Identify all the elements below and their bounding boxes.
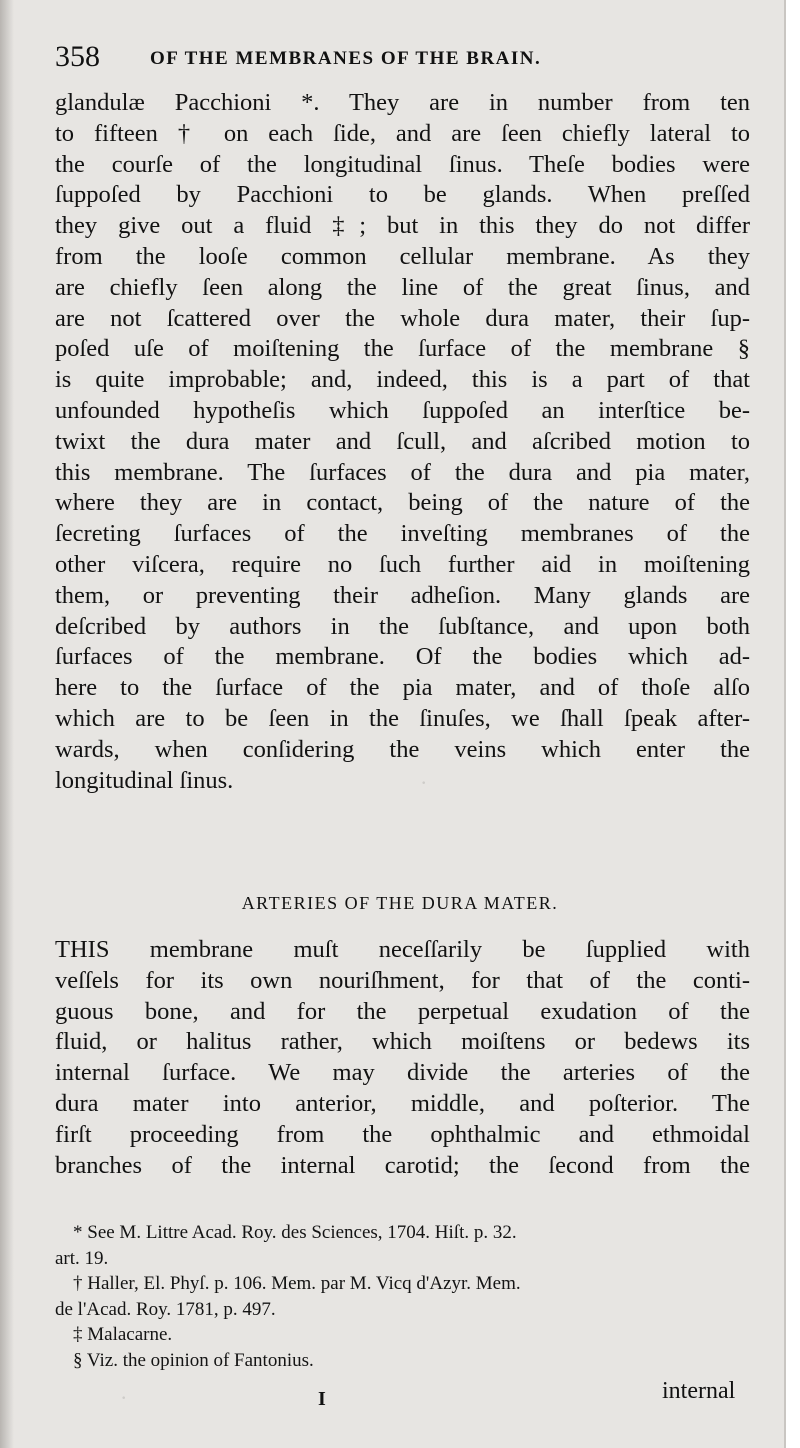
section-line: dura mater into anterior, middle, and poſterior. The xyxy=(55,1089,750,1117)
section-line: guous bone, and for the perpetual exudation of the xyxy=(55,997,750,1025)
section-line: branches of the internal carotid; the ſecond from the xyxy=(55,1151,750,1179)
body-line: they give out a fluid ‡; but in this they do not differ xyxy=(55,212,750,240)
page-gutter-shadow xyxy=(0,0,14,1448)
catchword: internal xyxy=(662,1378,736,1404)
footnote-line: ‡ Malacarne. xyxy=(73,1324,173,1345)
footnote-line: art. 19. xyxy=(55,1247,109,1269)
body-line: to fifteen † on each ſide, and are ſeen chiefly lateral to xyxy=(55,119,750,147)
body-line: ſurfaces of the membrane. Of the bodies which ad- xyxy=(55,643,750,671)
section-line: THIS membrane muſt neceſſarily be ſupplied with xyxy=(55,936,750,963)
section-line: internal ſurface. We may divide the arteries of the xyxy=(55,1059,750,1087)
body-line: unfounded hypotheſis which ſuppoſed an interſtice be- xyxy=(55,396,750,424)
page-number: 358 xyxy=(55,40,100,73)
section-paragraph xyxy=(55,935,750,1181)
running-title: OF THE MEMBRANES OF THE BRAIN. xyxy=(150,48,542,69)
footnote-line: § Viz. the opinion of Fantonius. xyxy=(73,1349,314,1371)
body-line: longitudinal ſinus. xyxy=(55,766,234,794)
body-line: deſcribed by authors in the ſubſtance, and upon both xyxy=(55,612,750,640)
section-line: firſt proceeding from the ophthalmic and ethmoidal xyxy=(55,1120,750,1148)
section-heading: ARTERIES OF THE DURA MATER. xyxy=(241,893,559,913)
section-line: veſſels for its own nouriſhment, for that of the conti- xyxy=(55,966,750,994)
body-line: where they are in contact, being of the nature of the xyxy=(55,489,750,517)
body-line: are chiefly ſeen along the line of the great ſinus, and xyxy=(55,273,750,301)
body-line: glandulæ Pacchioni *. They are in number from ten xyxy=(55,89,750,116)
show-through-1: · xyxy=(420,770,428,795)
footnote-line: de l'Acad. Roy. 1781, p. 497. xyxy=(55,1298,276,1320)
body-line: this membrane. The ſurfaces of the dura and pia mater, xyxy=(55,458,750,486)
body-line: from the looſe common cellular membrane. As they xyxy=(55,242,750,270)
body-line: which are to be ſeen in the ſinuſes, we ſhall ſpeak after- xyxy=(55,704,750,732)
body-line: here to the ſurface of the pia mater, and of thoſe alſo xyxy=(55,674,750,702)
body-line: is quite improbable; and, indeed, this is a part of that xyxy=(55,366,750,394)
body-line: other viſcera, require no ſuch further aid in moiſtening xyxy=(55,550,750,578)
body-line: ſuppoſed by Pacchioni to be glands. When preſſed xyxy=(55,181,750,209)
body-line: them, or preventing their adheſion. Many glands are xyxy=(55,581,750,609)
body-line: wards, when conſidering the veins which enter the xyxy=(55,735,750,763)
body-line: the courſe of the longitudinal ſinus. Theſe bodies were xyxy=(55,150,750,178)
body-line: are not ſcattered over the whole dura mater, their ſup- xyxy=(55,304,750,332)
section-line: fluid, or halitus rather, which moiſtens or bedews its xyxy=(55,1028,750,1056)
signature-mark: I xyxy=(318,1388,326,1410)
body-line: poſed uſe of moiſtening the ſurface of the membrane § xyxy=(55,335,750,363)
body-line: twixt the dura mater and ſcull, and aſcribed motion to xyxy=(55,427,750,455)
show-through-2: · xyxy=(120,1385,128,1410)
body-line: ſecreting ſurfaces of the inveſting membranes of the xyxy=(55,520,750,548)
footnote-line: † Haller, El. Phyſ. p. 106. Mem. par M. Vicq d'Azyr. Mem. xyxy=(73,1273,521,1294)
page-header xyxy=(55,38,755,78)
footnotes xyxy=(55,1220,750,1373)
body-paragraph xyxy=(55,88,750,796)
footnote-line: * See M. Littre Acad. Roy. des Sciences, 1704. Hiſt. p. 32. xyxy=(73,1222,517,1243)
